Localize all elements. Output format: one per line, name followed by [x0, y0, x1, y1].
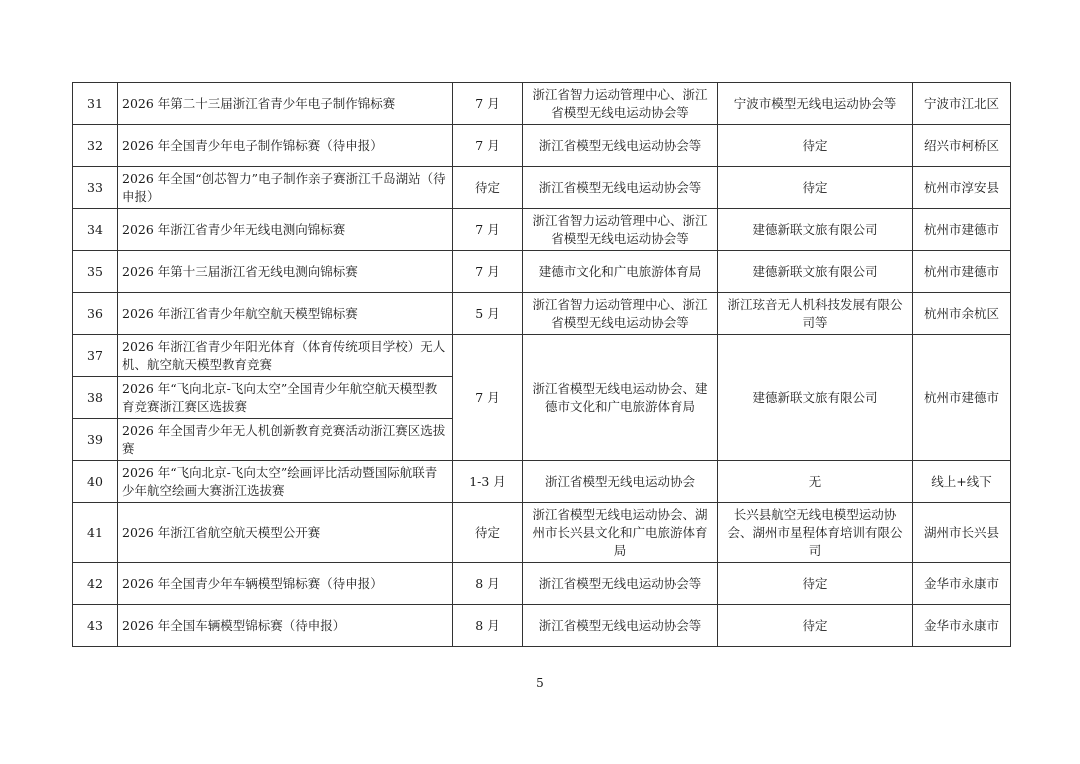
row-number: 34 [73, 209, 118, 251]
event-location-merged: 杭州市建德市 [913, 335, 1011, 461]
row-number: 41 [73, 503, 118, 563]
row-number: 31 [73, 83, 118, 125]
event-location: 绍兴市柯桥区 [913, 125, 1011, 167]
event-name: 2026 年全国青少年电子制作锦标赛（待申报） [118, 125, 453, 167]
row-number: 42 [73, 563, 118, 605]
row-number: 38 [73, 377, 118, 419]
event-month: 7 月 [453, 251, 523, 293]
event-host: 浙江省智力运动管理中心、浙江省模型无线电运动协会等 [523, 293, 718, 335]
row-number: 37 [73, 335, 118, 377]
event-location: 湖州市长兴县 [913, 503, 1011, 563]
row-number: 36 [73, 293, 118, 335]
event-host: 浙江省模型无线电运动协会 [523, 461, 718, 503]
event-organizer: 长兴县航空无线电模型运动协会、湖州市星程体育培训有限公司 [718, 503, 913, 563]
event-organizer: 建德新联文旅有限公司 [718, 209, 913, 251]
event-organizer: 无 [718, 461, 913, 503]
event-name: 2026 年浙江省青少年阳光体育（体育传统项目学校）无人机、航空航天模型教育竞赛 [118, 335, 453, 377]
event-name: 2026 年浙江省青少年无线电测向锦标赛 [118, 209, 453, 251]
event-month: 7 月 [453, 125, 523, 167]
event-location: 杭州市淳安县 [913, 167, 1011, 209]
row-number: 43 [73, 605, 118, 647]
event-month-merged: 7 月 [453, 335, 523, 461]
table-row [73, 209, 1011, 251]
event-location: 金华市永康市 [913, 605, 1011, 647]
event-month: 8 月 [453, 605, 523, 647]
event-organizer: 宁波市模型无线电运动协会等 [718, 83, 913, 125]
event-name: 2026 年全国青少年车辆模型锦标赛（待申报） [118, 563, 453, 605]
event-host: 浙江省模型无线电运动协会、湖州市长兴县文化和广电旅游体育局 [523, 503, 718, 563]
table-row [73, 125, 1011, 167]
table-row [73, 563, 1011, 605]
event-location: 宁波市江北区 [913, 83, 1011, 125]
table-row [73, 293, 1011, 335]
event-name: 2026 年全国车辆模型锦标赛（待申报） [118, 605, 453, 647]
table-row [73, 83, 1011, 125]
event-organizer: 建德新联文旅有限公司 [718, 251, 913, 293]
page-number: 5 [536, 676, 544, 690]
event-month: 待定 [453, 503, 523, 563]
event-location: 金华市永康市 [913, 563, 1011, 605]
event-name: 2026 年全国“创芯智力”电子制作亲子赛浙江千岛湖站（待申报） [118, 167, 453, 209]
event-host: 浙江省智力运动管理中心、浙江省模型无线电运动协会等 [523, 83, 718, 125]
event-name: 2026 年“飞向北京-飞向太空”全国青少年航空航天模型教育竞赛浙江赛区选拔赛 [118, 377, 453, 419]
event-host: 建德市文化和广电旅游体育局 [523, 251, 718, 293]
event-month: 待定 [453, 167, 523, 209]
event-name: 2026 年第十三届浙江省无线电测向锦标赛 [118, 251, 453, 293]
event-host: 浙江省模型无线电运动协会等 [523, 605, 718, 647]
event-host: 浙江省模型无线电运动协会等 [523, 125, 718, 167]
table-row [73, 503, 1011, 563]
table-row [73, 251, 1011, 293]
row-number: 35 [73, 251, 118, 293]
event-host: 浙江省模型无线电运动协会等 [523, 167, 718, 209]
event-location: 杭州市建德市 [913, 209, 1011, 251]
table-row [73, 167, 1011, 209]
event-month: 1-3 月 [453, 461, 523, 503]
table-row [73, 335, 1011, 377]
event-host: 浙江省智力运动管理中心、浙江省模型无线电运动协会等 [523, 209, 718, 251]
event-host: 浙江省模型无线电运动协会等 [523, 563, 718, 605]
event-organizer-merged: 建德新联文旅有限公司 [718, 335, 913, 461]
event-month: 5 月 [453, 293, 523, 335]
event-month: 8 月 [453, 563, 523, 605]
event-organizer: 待定 [718, 605, 913, 647]
event-organizer: 待定 [718, 563, 913, 605]
row-number: 33 [73, 167, 118, 209]
event-location: 杭州市建德市 [913, 251, 1011, 293]
event-name: 2026 年第二十三届浙江省青少年电子制作锦标赛 [118, 83, 453, 125]
event-month: 7 月 [453, 83, 523, 125]
event-name: 2026 年浙江省青少年航空航天模型锦标赛 [118, 293, 453, 335]
row-number: 32 [73, 125, 118, 167]
event-location: 杭州市余杭区 [913, 293, 1011, 335]
schedule-table [72, 82, 1011, 647]
event-name: 2026 年浙江省航空航天模型公开赛 [118, 503, 453, 563]
row-number: 40 [73, 461, 118, 503]
event-organizer: 待定 [718, 167, 913, 209]
event-month: 7 月 [453, 209, 523, 251]
event-location: 线上+线下 [913, 461, 1011, 503]
event-organizer: 待定 [718, 125, 913, 167]
event-host-merged: 浙江省模型无线电运动协会、建德市文化和广电旅游体育局 [523, 335, 718, 461]
row-number: 39 [73, 419, 118, 461]
table-row [73, 605, 1011, 647]
table-row [73, 461, 1011, 503]
event-name: 2026 年“飞向北京-飞向太空”绘画评比活动暨国际航联青少年航空绘画大赛浙江选拔赛 [118, 461, 453, 503]
event-organizer: 浙江玹音无人机科技发展有限公司等 [718, 293, 913, 335]
event-name: 2026 年全国青少年无人机创新教育竞赛活动浙江赛区选拔赛 [118, 419, 453, 461]
